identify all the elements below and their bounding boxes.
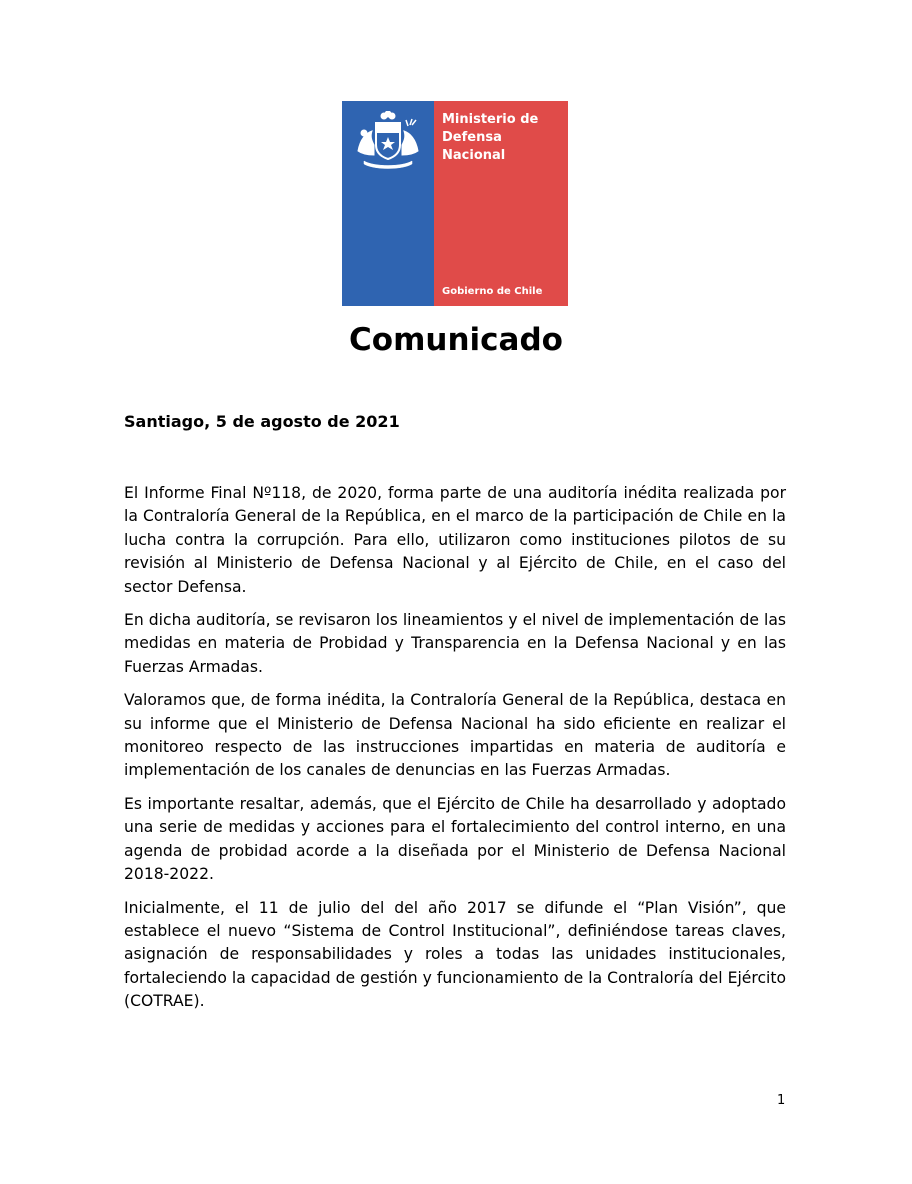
logo-red-panel [434, 101, 568, 306]
logo-ministry-line: Defensa [442, 130, 502, 145]
logo-government-label: Gobierno de Chile [442, 286, 543, 297]
document-title: Comunicado [349, 322, 563, 358]
ministry-logo [342, 101, 568, 306]
page-number: 1 [777, 1093, 786, 1108]
logo-ministry-line: Ministerio de [442, 112, 539, 127]
logo-ministry-line: Nacional [442, 148, 506, 163]
logo-blue-panel [342, 101, 434, 306]
dateline: Santiago, 5 de agosto de 2021 [124, 412, 400, 431]
body-paragraph: El Informe Final Nº118, de 2020, forma parte de una auditoría inédita realizada por la Contraloría General de la República, en el marco de la participación de Chile en la lucha contra la corrupción. Para ello, utilizaron como instituciones pilotos de su revisión al Ministerio de Defensa Nacional y al Ejército de Chile, en el caso del sector Defensa. [124, 484, 786, 596]
body-paragraph: En dicha auditoría, se revisaron los lineamientos y el nivel de implementación de las medidas en materia de Probidad y Transparencia en la Defensa Nacional y en las Fuerzas Armadas. [124, 611, 786, 676]
body-paragraph: Inicialmente, el 11 de julio del del año 2017 se difunde el “Plan Visión”, que establece el nuevo “Sistema de Control Institucional”, definiéndose tareas claves, asignación de responsabilidades y roles a todas las unidades institucionales, fortaleciendo la capacidad de gestión y funcionamiento de la Contraloría del Ejército (COTRAE). [124, 898, 786, 1011]
chile-coat-of-arms-icon [350, 111, 426, 171]
document-body [124, 482, 786, 1024]
body-paragraph: Es importante resaltar, además, que el Ejército de Chile ha desarrollado y adoptado una serie de medidas y acciones para el fortalecimiento del control interno, en una agenda de probidad acorde a la diseñada por el Ministerio de Defensa Nacional 2018-2022. [124, 794, 786, 884]
body-paragraph: Valoramos que, de forma inédita, la Contraloría General de la República, destaca en su informe que el Ministerio de Defensa Nacional ha sido eficiente en realizar el monitoreo respecto de las instrucciones impartidas en materia de auditoría e implementación de los canales de denuncias en las Fuerzas Armadas. [124, 691, 786, 780]
logo-ministry-name [442, 111, 568, 165]
